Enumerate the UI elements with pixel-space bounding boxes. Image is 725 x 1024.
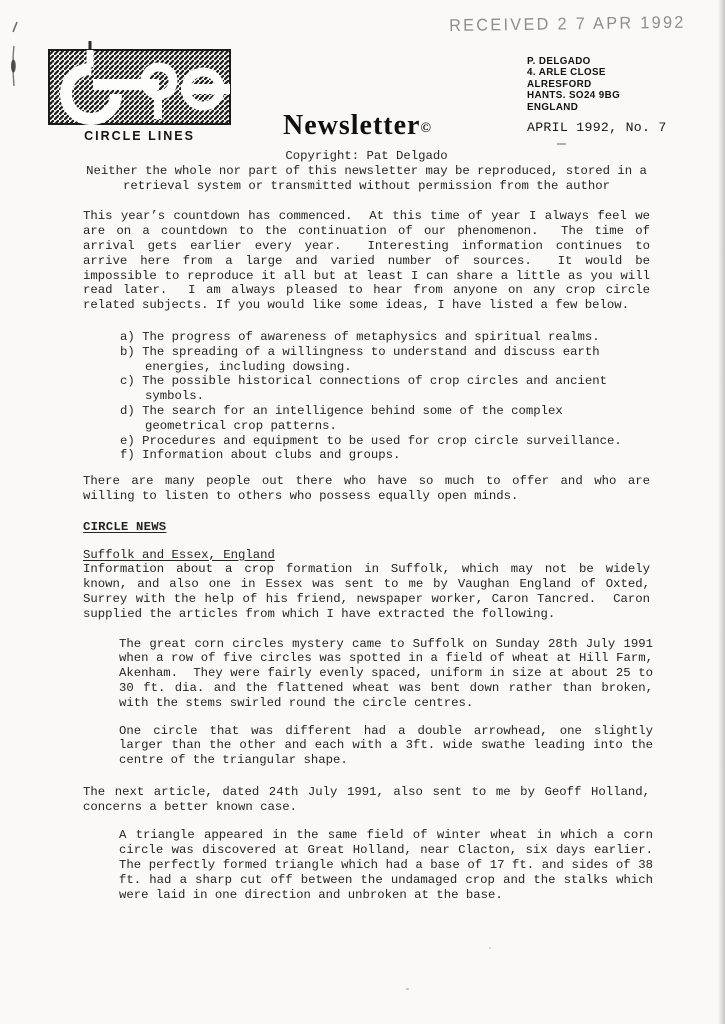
address-line: 4. ARLE CLOSE (527, 67, 606, 79)
topic-item-d: d) The search for an intelligence behind some of the complex geometrical crop patterns. (120, 403, 563, 433)
subsection-heading-suffolk-essex: Suffolk and Essex, England (83, 547, 275, 562)
address-line: P. DELGADO (527, 56, 591, 67)
reproduction-notice: Neither the whole nor part of this newsletter may be reproduced, stored in a retrieval system or transmitted without permission from the author (86, 163, 647, 193)
suffolk-intro-paragraph: Information about a crop formation in Suffolk, which may not be widely known, and also one in Essex was sent to me by Vaughan England of Oxted, Surrey with the help of his friend, newspaper worker, Caron Tancred. Caron supplied the articles from which I have extracted the following. (83, 562, 650, 621)
topic-item-e: e) Procedures and equipment to be used for crop circle surveillance. (120, 433, 622, 448)
scan-dash-mark (557, 143, 566, 145)
topic-item-f: f) Information about clubs and groups. (120, 448, 401, 463)
document-body (83, 149, 653, 902)
topic-item-a: a) The progress of awareness of metaphysics and spiritual realms. (120, 329, 600, 344)
scan-edge-shadow (718, 0, 725, 1024)
intro-paragraph: This year’s countdown has commenced. At this time of year I always feel we are on a countdown to the continuation of our phenomenon. The time of arrival gets earlier every year. Interesting information continues to arrive here from a large and varied number of sources. It would be impossible to reproduce it all but at least I can share a little as you will read later. I am always pleased to hear from anyone on any crop circle related subjects. If you would like some ideas, I have listed a few below. (83, 209, 650, 313)
circle-lines-logo (49, 50, 230, 143)
address-line: HANTS. SO24 9BG (527, 90, 621, 102)
topic-item-c: c) The possible historical connections of crop circles and ancient symbols. (120, 374, 608, 404)
address-line: ALRESFORD (527, 78, 592, 90)
topic-item-b: b) The spreading of a willingness to understand and discuss earth energies, including dowsing. (120, 344, 600, 374)
section-heading-circle-news: CIRCLE NEWS (83, 519, 167, 534)
crop-circle-pictogram-icon (49, 50, 230, 124)
open-minds-paragraph: There are many people out there who have so much to offer and who are willing to listen to others who possess equally open minds. (83, 474, 650, 503)
quote-double-arrowhead: One circle that was different had a double arrowhead, one slightly larger than the other and each with a 3ft. wide swathe leading into the centre of the triangular shape. (119, 723, 653, 768)
scan-speck (489, 947, 491, 949)
topic-list (120, 330, 650, 463)
issue-line: APRIL 1992, No. 7 (527, 120, 667, 135)
quote-five-circles: The great corn circles mystery came to Suffolk on Sunday 28th July 1991 when a row of five circles was spotted in a field of wheat at Hill Farm, Akenham. They were fairly evenly spaced, uniform in size at about 25 to 30 ft. dia. and the flattened wheat was bent down rather than broken, with the stems swirled round the circle centres. (119, 636, 653, 710)
quote-triangle: A triangle appeared in the same field of winter wheat in which a corn circle was discovered at Great Holland, near Clacton, six days earlier. The perfectly formed triangle which had a base of 17 ft. and sides of 38 ft. had a sharp cut off between the undamaged crop and the stalks which were laid in one direction and unbroken at the base. (119, 828, 653, 902)
address-block (527, 56, 620, 113)
copyright-line: Copyright: Pat Delgado (285, 149, 448, 163)
copyright-symbol: © (420, 121, 432, 136)
newsletter-title (283, 110, 432, 142)
address-line: ENGLAND (527, 101, 579, 113)
scan-speck (406, 988, 409, 990)
logo-label: CIRCLE LINES (84, 129, 195, 143)
next-article-paragraph: The next article, dated 24th July 1991, also sent to me by Geoff Holland, concerns a better known case. (83, 784, 650, 814)
received-stamp: RECEIVED 2 7 APR 1992 (449, 12, 686, 35)
newsletter-title-text: Newsletter (283, 110, 421, 141)
pen-mark (4, 16, 28, 96)
